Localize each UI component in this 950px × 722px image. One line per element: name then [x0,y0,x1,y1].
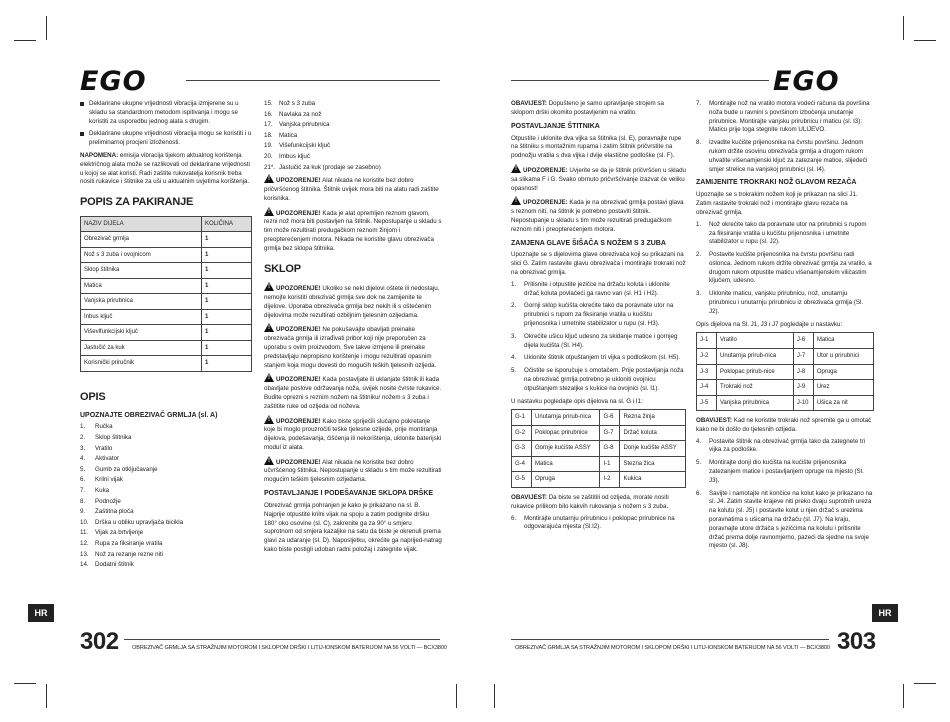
replace-title: ZAMJENA GLAVE ŠIŠAČA S NOŽEM S 3 ZUBA [511,239,666,247]
warning-icon [264,415,274,424]
warning: !UPOZORENJE! Alat nikada ne koristite bez dobro učvršćenog štitnika. Nepostupanje u skladu s tim može rezultirati mogućim teškim tjelesnim ozljedama. [264,456,442,485]
warning: !UPOZORENJE! Ukoliko se neki dijelovi oštete ili nedostaju, nemojte koristiti obrezivač grmlja sve dok ne zamijenite te dijelove. Uporaba obrezivača grmlja bez nekih ili s oštećenim dijelovima može rezultirati ozbiljnim tjelesnim ozljedama. [264,282,442,320]
table-row: J-1 Vratilo J-6 Matica [697,333,874,349]
list-item: 6. Savijte i namotajte nit končice na kolut kako je prikazano na sl. J4. Zatim stavite krajeve niti preko dvaju suprotnih ureza na kolutu (sl. J5) i postavite kolut u njen držač s urezima poravnatima s ušicama na držaču (sl. J7). Na kraju, poravnajte utore držača s jezičcima na kolutu i pritisnite držač prema dolje ravnomjerno, pazeći da sjedne na svoje mjesto (sl. J8). [696,489,873,550]
language-tab: HR [28,604,54,622]
header-rule [511,80,769,81]
list-item: 17. Vanjska prirubnica [264,121,330,129]
list-item: 8. Izvadite kućište prijenosnika na čvrstu površinu. Jednom rukom držite osovinu obrezivača grmlja a drugom rukom uhvatite višenamjenski ključ za zatezanje matice, slijedeći smjer strelice na vanjskoj prirubnici (sl. I4). [696,139,868,173]
list-item: 6. Montirajte unutarnju prirubnicu i poklopac prirubnice na odgovarajuća mjesta (Sl.I2). [511,514,675,531]
list-item: 7. Montirajte nož na vratilo motora vodeći računa da površina noža bude u ravnini s površinom izbočenja unutarnje prirubnice. Montirajte vanjsku prirubnicu i maticu (sl. I3): Maticu prije toga stegnite rukom ULIJEVO. [696,100,870,134]
step-6 [511,515,686,533]
replace-text: Upoznajte se s dijelovima glave obrezivača koji su prikazani na slici G. Zatim rastavite glavu obrezivača i montirajte trokraki nož na obrezivač grmlja. [511,251,686,277]
list-item: 2. Gornji sklop kućišta okrećite tako da poravnate utor na prirubnici s rupom za fiksiranje vratila u kućištu prijenosnika i umetnite stabilizator u rupu (sl. H3). [511,302,674,328]
list-item: 20. Imbus ključ [264,152,310,160]
packing-table [80,216,252,372]
left-col-2 [264,100,442,558]
table-row: G-4 Matica I-1 Stezna žica [512,456,686,472]
list-item: 5. Gumb za otključavanje [80,465,158,473]
warning-icon [264,207,274,216]
footer-rule [511,639,829,640]
intro-bullets [80,100,252,148]
list-item: 12. Rupa za fiksiranje vratila [80,540,163,548]
remove-title: ZAMIJENITE TROKRAKI NOŽ GLAVOM REZAČA [696,179,857,187]
table-row: J-4 Trokraki nož J-9 Urez [697,380,874,396]
warning: !UPOZORENJE: Uvjerite se da je štitnik pričvršćen u skladu sa slikama F i G. Svako obrnuto pričvršćivanje izazvat će veliku opasnost! [511,164,686,193]
list-item: 14. Dodatni štitnik [80,561,134,569]
table-row: Nož s 3 zuba i ovojnicom 1 [81,247,252,263]
list-item: 13. Nož za rezanje rezne niti [80,550,164,558]
warning-icon [511,164,521,173]
g-parts-table [511,409,686,488]
footer-text: OBREZIVAČ GRMLJA SA STRAŽNJIM MOTOROM I SKLOPOM DRŠKI I LITIJ-IONSKOM BATERIJOM NA 56 VOLTI — BCX3800 [515,645,830,651]
bullet-item: Deklarirane ukupne vrijednosti vibracija mogu se koristiti i u preliminarnoj procjeni izloženosti. [80,130,252,148]
list-item: 1. Ručka [80,423,113,431]
warning-icon [511,196,521,205]
table-row: Obrezivač grmlja 1 [81,232,252,248]
right-col-1 [511,100,686,536]
list-item: 9. Zaštitna ploča [80,508,134,516]
ego-logo: EGO [773,66,840,97]
handle-text: Obrezivač grmlja pohranjen je kako je prikazano na sl. B. Najprije otpustite krilni vijak na spoju a zatim podignite dršku 180° oko osovine (sl. C), zakrenite ga za 90° u smjeru suprotnom od smjera kazaljke na satu da biste je okrenuli prema glavi za udaranje (sl. D). Naposljetku, okrećite ga naprijed-natrag kako biste postigli udoban radni položaj i zategnite vijak. [264,502,442,553]
table-row: Matica 1 [81,278,252,294]
list-item: 16. Navlaka za nož [264,110,322,118]
bullet-item: Deklarirane ukupne vrijednosti vibracija izmjerene su u skladu sa standardnom metodom ispitivanja i mogu se koristiti za usporedbu jednog alata s drugim. [80,100,252,126]
list-item: 7. Kuka [80,487,110,495]
right-page [475,0,950,722]
remove-text: Upoznajte se s trokrakim nožem koji je prikazan na slici J1. Zatim rastavite trokraki nož i montirajte glavu rezača na obrezivač grmlja. [696,191,858,216]
list-item: 1. Pritisnite i otpustite jezičce na držaču koluta i uklonite držač koluta povlačeći ga ravno van (sl. H1 i H2). [511,280,670,297]
list-item: 21*. Jastučić za kuk (prodaje se zasebno) [264,163,381,171]
footer-rule [124,639,440,640]
header-rule [186,80,440,81]
table-row: G-5 Opruga I-2 Kukica [512,472,686,488]
right-col-2 [696,100,874,555]
handle-title: POSTAVLJANJE I PODEŠAVANJE SKLOPA DRŠKE [264,490,434,498]
list-item: 6. Krilni vijak [80,476,123,484]
warning: !UPOZORENJE! Kada je alat opremljen reznom glavom, rezni nož mora biti postavljen na štitnik. Nepostupanje u skladu s tim može rezultirati predugačkom reznom žinjom i preopterećenjem motora. Nikada ne koristite glavu obrezivača grmlja bez sklopa štitnika. [264,207,442,254]
warning-icon [264,174,274,183]
opis-title: OPIS [80,390,106,403]
list-item: 1. Nož okrećite tako da poravnate utor na prirubnici s rupom za fiksiranje vratila u kućištu prijenosnika i umetnite stabilizator u rupu (sl. J2). [696,220,867,246]
table-row: G-3 Gornje kućište ASSY G-8 Donje kućište ASSY [512,441,686,457]
list-item: 3. Vratilo [80,444,113,452]
table-row: Sklop štitnika 1 [81,263,252,279]
list-item: 11. Vijak za brtvljenje [80,529,144,537]
warning: !UPOZORENJE! Ne pokušavajte obavljati preinake obrezivača grmlja ili izrađivati pribor koji nije preporučen za uporabu s ovim proizvodom. Sve takve izmjene ili preinake predstavljaju nepropisno korištenje i mogu rezultirati opasnim stanjem koja mogu dovesti do mogućih teških tjelesnih ozljeda. [264,323,442,370]
col2-steps [696,100,874,174]
j-parts-table [696,332,874,411]
guard-text: Otpustite i uklonite dva vijka sa štitnika (sl. E), poravnajte rupe na štitniku s montažnim rupama i zatim štitnik pričvrstite na podnožju vratila s dva vijka i dvije elastične podloške (sl. F). [511,134,682,160]
list-item: 18. Matica [264,131,298,139]
warning-icon [264,456,274,465]
list-item: 10. Drška u obliku upravljača bicikla [80,518,184,526]
list-item: 2. Sklop štitnika [80,434,132,442]
notice: OBAVIJEST: Dopušteno je samo upravljanje strojem sa sklopom drški okomito postavljenim na vratilo. [511,100,664,116]
note: NAPOMENA: emisija vibracija tijekom aktualnog korištenja električnog alata može se razlikovati od deklarirane vrijednosti u kojoj se alat koristi. Radi zaštite rukovatelja korisnik treba nositi rukavice i štitnike za uši u aktualnim uvjetima korištenja. [80,151,250,186]
left-col-1 [80,100,252,572]
sklop-title: SKLOP [264,262,301,275]
language-tab: HR [872,604,898,622]
page-number: 303 [837,628,876,655]
g-intro: U nastavku pogledajte opis dijelova na sl. G i I1: [511,397,643,405]
table-row: J-2 Unutarnja prirub-nica J-7 Utor u prirubnici [697,348,874,364]
list-item: 5. Očistite se isporučuje s omotačem. Prije postavljanja noža na obrezivač grmlja potrebno je ukloniti ovojnicu otpuštanjem stezaljke s kukice na ovojnici (sl. I1). [511,367,684,392]
table-row: Jastučić za kuk 1 [81,340,252,356]
table-row: Korisnički priručnik 1 [81,356,252,372]
warning-icon [264,323,274,332]
parts-list-a [80,423,252,570]
final-steps [696,438,874,552]
page-number: 302 [80,628,119,655]
opis-subtitle: UPOZNAJTE OBREZIVAČ GRMLJA (sl. A) [80,411,218,419]
j-intro: Opis dijelova na Sl. J1, J3 i J7 pogledajte u nastavku: [696,320,843,328]
list-item: 15. Nož s 3 zuba [264,100,316,107]
table-row: G-1 Unutarnja prirub-nica G-6 Rezna žinja [512,410,686,426]
warning: !UPOZORENJE! Kada postavljate ili uklanjate štitnik ili kada obavljate poslove održavanja noža, uvijek nosite čvrste rukavice. Budite oprezni s reznim nožem na štitniku/ nožem s 3 zuba i zaštitite ruke od ozljeda od noževa. [264,373,442,411]
list-item: 8. Podnožje [80,497,121,505]
list-item: 3. Uklonite maticu, vanjsku prirubnicu, nož, unutarnju prirubnicu i unutarnju prirubnicu iz obrezivača grmlja (Sl. J2). [696,290,864,315]
footer-text: OBREZIVAČ GRMLJA SA STRAŽNJIM MOTOROM I SKLOPOM DRŠKI I LITIJ-IONSKOM BATERIJOM NA 56 VOLTI — BCX3800 [132,645,447,651]
list-item: 19. Višefunkcijski ključ [264,142,331,150]
col-header: NAZIV DIJELA [81,216,202,232]
warning: !UPOZORENJE: Kada je na obrezivač grmlja postavi glava s reznom niti, na štitnik je potrebno postaviti štitnik. Nepostupanje u skladu s tim može rezultirati predugačkom reznom niti i preopterećenjem motora. [511,196,686,234]
replace-steps [511,281,686,394]
notice: OBAVIJEST: Kad ne koristite trokraki nož spremite ga u omotač kako ne bi došlo do tjelesnih ozljeda. [696,417,872,433]
warning: !UPOZORENJE! Kako biste spriječili slučajno pokretanje koje bi moglo prouzročiti teške tjelesne ozljede, prije montiranja dijelova, podešavanja, čišćenja ili nekorištenja, uklonite baterijski modul iz alata. [264,415,442,453]
guard-title: POSTAVLJANJE ŠTITNIKA [511,122,600,130]
list-item: 4. Postavite štitnik na obrezivač grmlja tako da zategnete tri vijka za podloške. [696,437,866,454]
notice: OBAVIJEST: Da biste se zaštitili od ozljeda, morate nositi rukavice prilikom bilo kakvih rukovanja s nožem s 3 zuba. [511,493,669,510]
packing-title: POPIS ZA PAKIRANJE [80,196,194,209]
remove-steps [696,221,874,317]
ego-logo: EGO [80,66,147,97]
table-row: G-2 Poklopac prirubnice G-7 Držač koluta [512,425,686,441]
table-row: Viševlfunkcijski ključ 1 [81,325,252,341]
warning-icon [264,373,274,382]
col-header: KOLIČINA [202,216,252,232]
table-row: Vanjska prirubnica 1 [81,294,252,310]
table-row: J-5 Vanjska prirubnica J-10 Ušica za nit [697,395,874,411]
list-item: 4. Uklonite štitnik otpuštanjem tri vijka s podloškom (sl. H5). [511,354,681,362]
table-row: J-3 Poklopac prirub-nice J-8 Opruga [697,364,874,380]
table-row: Inbus ključ 1 [81,309,252,325]
list-item: 3. Okrećite ušicu ključ udesno za skidanje matice i gornjeg dijela kućišta (Sl. H4). [511,332,678,349]
parts-list-b [264,100,442,172]
warning: !UPOZORENJE! Alat nikada ne koristite bez dobro pričvršćenog štitnika. Štitnik uvijek mora biti na alatu radi zaštite korisnika. [264,174,442,203]
warning-icon [264,282,274,291]
list-item: 4. Aktivator [80,455,120,463]
list-item: 2. Postavite kućište prijenosnika na čvrstu površinu radi oslonca. Jednom rukom držite obrezivač grmlja za vratilo, a drugom rukom otpustite maticu višenamjenskim viličastim ključem, udesno. [696,251,872,285]
list-item: 5. Montirajte donji dio kućišta na kućište prijenosnika zatezanjem matice i postavljanjem opruge na mjesto (Sl. J3). [696,459,864,484]
